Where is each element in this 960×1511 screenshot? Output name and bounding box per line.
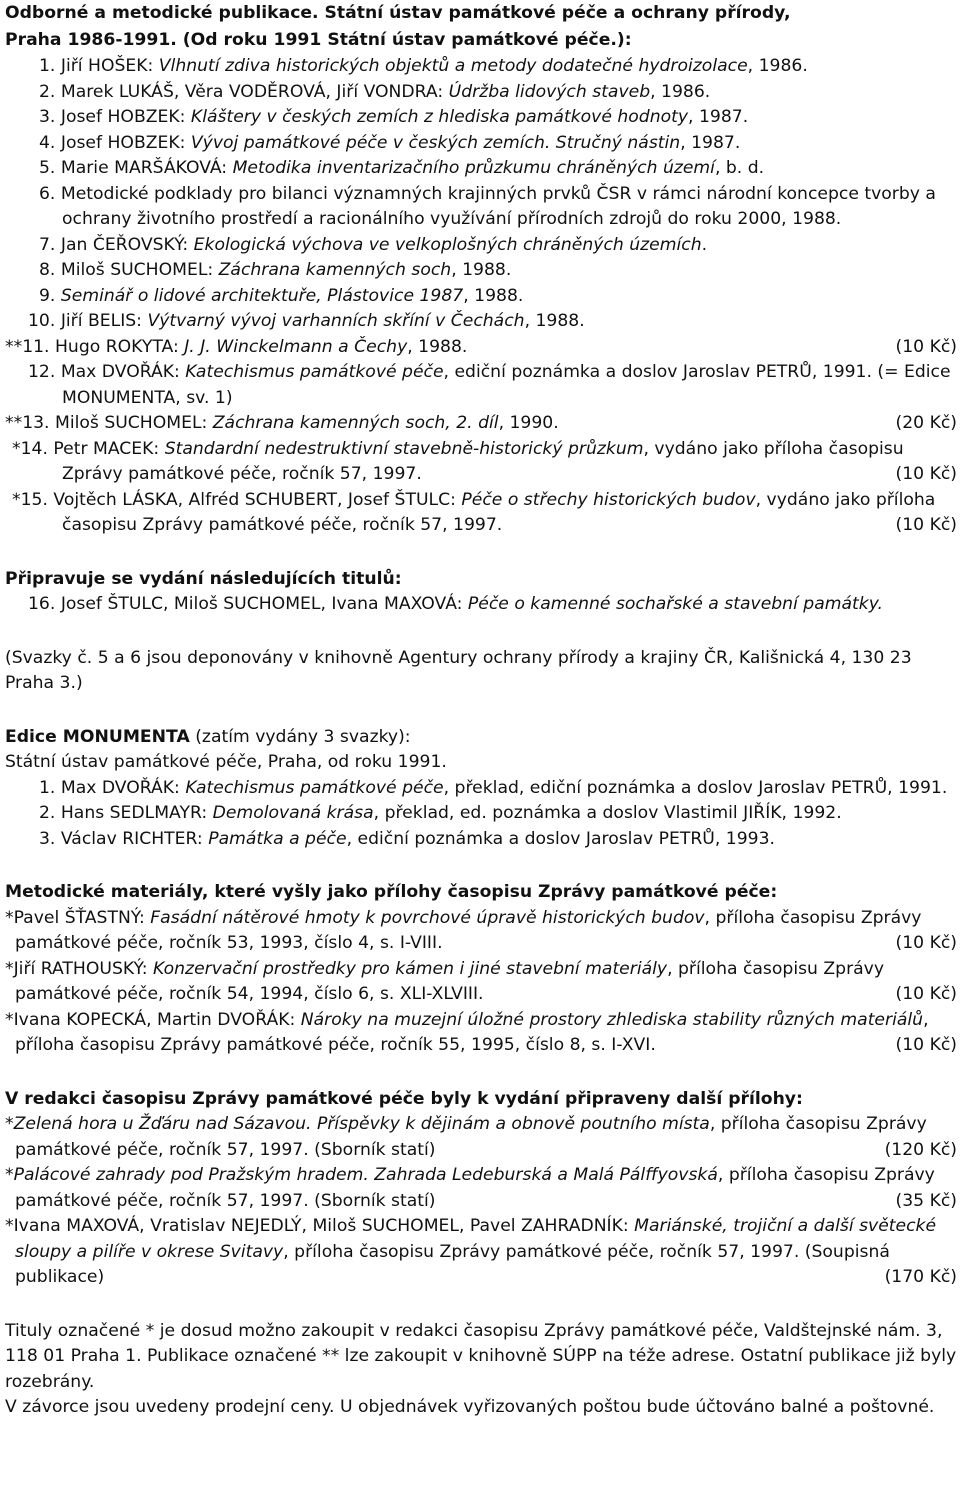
item-title: Metodika inventarizačního průzkumu chráněných území bbox=[232, 158, 715, 178]
item-details: , 1987. bbox=[688, 107, 749, 127]
item-details: , vydáno jako příloha časopisu Zprávy památkové péče, ročník 57, 1997. bbox=[62, 438, 904, 484]
item-title: Vlhnutí zdiva historických objektů a metody dodatečné hydroizolace bbox=[158, 56, 748, 76]
publication-item bbox=[5, 284, 957, 310]
item-price: (10 Kč) bbox=[895, 933, 957, 953]
publication-item bbox=[5, 233, 957, 259]
item-price: (10 Kč) bbox=[895, 1035, 957, 1055]
redakce-section bbox=[5, 1087, 957, 1291]
publication-item bbox=[5, 131, 957, 157]
publication-item bbox=[5, 437, 957, 488]
item-author: Jiří BELIS: bbox=[60, 311, 142, 331]
item-details: , 1990. bbox=[498, 413, 559, 433]
item-details: , 1988. bbox=[524, 311, 585, 331]
item-author: Marek LUKÁŠ, Věra VODĚROVÁ, Jiří VONDRA: bbox=[60, 81, 444, 102]
item-details: , ediční poznámka a doslov Jaroslav PETRŮ, 1993. bbox=[346, 828, 775, 849]
item-details: , příloha časopisu Zprávy památkové péče, ročník 57, 1997. (Soupisná publikace) bbox=[15, 1241, 890, 1287]
item-number: 4. bbox=[39, 132, 56, 153]
prepared-heading: Připravuje se vydání následujících titulů: bbox=[5, 568, 402, 589]
footer-note-availability: Tituly označené * je dosud možno zakoupit v redakci časopisu Zprávy památkové péče, Valdštejnské nám. 3, 118 01 Praha 1. Publikace označené ** lze zakoupit v knihovně SÚPP na téže adrese. Ostatní publikace již byly rozebrány. bbox=[5, 1320, 957, 1392]
item-details: , 1988. bbox=[451, 260, 512, 280]
item-title: Demolovaná krása bbox=[212, 803, 374, 823]
item-author: Josef HOBZEK: bbox=[60, 107, 186, 127]
item-details: , příloha časopisu Zprávy památkové péče, ročník 53, 1993, číslo 4, s. I-VIII. bbox=[15, 907, 922, 953]
item-author: *Pavel ŠŤASTNÝ: bbox=[5, 907, 145, 928]
monumenta-item bbox=[5, 776, 957, 802]
publication-list bbox=[5, 54, 957, 539]
item-details: , 1988. bbox=[781, 209, 842, 229]
item-price: (10 Kč) bbox=[895, 984, 957, 1004]
item-author: Max DVOŘÁK: bbox=[60, 777, 180, 798]
item-number: 10. bbox=[28, 311, 56, 331]
item-details: , příloha časopisu Zprávy památkové péče, ročník 57, 1997. (Sborník statí) bbox=[15, 1165, 935, 1211]
metodicke-item bbox=[5, 957, 957, 1008]
monumenta-item bbox=[5, 827, 957, 853]
item-price: (10 Kč) bbox=[895, 515, 957, 535]
publication-item bbox=[5, 309, 957, 335]
item-price: (10 Kč) bbox=[895, 336, 957, 357]
item-number: 5. bbox=[39, 158, 56, 178]
item-details: , příloha časopisu Zprávy památkové péče, ročník 54, 1994, číslo 6, s. XLI-XLVIII. bbox=[15, 958, 885, 1004]
redakce-item bbox=[5, 1112, 957, 1163]
intro-heading-line-1: Odborné a metodické publikace. Státní ústav památkové péče a ochrany přírody, bbox=[5, 3, 791, 23]
metodicke-item bbox=[5, 1008, 957, 1059]
prepared-item bbox=[5, 592, 957, 618]
metodicke-heading: Metodické materiály, které vyšly jako přílohy časopisu Zprávy památkové péče: bbox=[5, 882, 778, 902]
item-details: , vydáno jako příloha časopisu Zprávy památkové péče, ročník 57, 1997. bbox=[62, 489, 936, 535]
item-title: Mariánské, trojiční a další světecké sloupy a pilíře v okrese Svitavy bbox=[15, 1216, 937, 1262]
item-number: 9. bbox=[39, 285, 56, 306]
publication-item bbox=[5, 335, 957, 361]
item-title: Konzervační prostředky pro kámen i jiné stavební materiály bbox=[152, 958, 668, 979]
prepared-section bbox=[5, 567, 957, 618]
item-title: Standardní nedestruktivní stavebně-historický průzkum bbox=[164, 438, 644, 459]
item-price: (170 Kč) bbox=[884, 1267, 957, 1287]
item-author: Marie MARŠÁKOVÁ: bbox=[60, 158, 228, 178]
item-author: Josef HOBZEK: bbox=[60, 132, 186, 153]
item-title: Seminář o lidové architektuře, Plástovice 1987 bbox=[60, 285, 464, 306]
item-author: Miloš SUCHOMEL: bbox=[55, 413, 208, 433]
item-number: **13. bbox=[5, 413, 50, 433]
item-number: 1. bbox=[39, 56, 56, 76]
item-number: 16. bbox=[28, 594, 56, 614]
item-details: , překlad, ediční poznámka a doslov Jaroslav PETRŮ, 1991. bbox=[443, 777, 948, 798]
monumenta-section bbox=[5, 725, 957, 853]
item-price: (120 Kč) bbox=[884, 1139, 957, 1160]
item-title: Zelená hora u Žďáru nad Sázavou. Příspěvky k dějinám a obnově poutního místa bbox=[13, 1114, 710, 1134]
publication-item bbox=[5, 54, 957, 80]
metodicke-section bbox=[5, 880, 957, 1059]
monumenta-subtitle: Státní ústav památkové péče, Praha, od roku 1991. bbox=[5, 752, 447, 772]
item-number: *15. bbox=[12, 489, 48, 510]
item-title: Palácové zahrady pod Pražským hradem. Zahrada Ledeburská a Malá Pálffyovská bbox=[13, 1165, 718, 1185]
item-price: (35 Kč) bbox=[895, 1190, 957, 1211]
item-price: (20 Kč) bbox=[895, 413, 957, 433]
item-number: *14. bbox=[12, 438, 48, 459]
item-details: , 1987. bbox=[680, 132, 741, 153]
item-title: Fasádní nátěrové hmoty k povrchové úpravě historických budov bbox=[150, 907, 705, 928]
item-title: Záchrana kamenných soch, 2. díl bbox=[212, 413, 499, 433]
monumenta-heading-rest: (zatím vydány 3 svazky): bbox=[189, 726, 411, 747]
redakce-item bbox=[5, 1163, 957, 1214]
item-details: , 1988. bbox=[407, 336, 468, 357]
publication-item bbox=[5, 360, 957, 411]
monumenta-item bbox=[5, 801, 957, 827]
item-title: Katechismus památkové péče bbox=[185, 777, 444, 798]
item-number: 6. bbox=[39, 183, 56, 204]
item-details: , 1986. bbox=[747, 56, 808, 76]
publication-item bbox=[5, 411, 957, 437]
item-number: 3. bbox=[39, 828, 56, 849]
item-author: Vojtěch LÁSKA, Alfréd SCHUBERT, Josef ŠTULC: bbox=[53, 489, 456, 510]
item-author: Petr MACEK: bbox=[53, 438, 160, 459]
item-title: Ekologická výchova ve velkoplošných chráněných územích bbox=[193, 234, 702, 255]
item-title: Metodické podklady pro bilanci významných krajinných prvků ČSR v rámci národní koncepce tvorby a ochrany životního prostředí a racionálního využívání přírodních zdrojů do roku 2000 bbox=[60, 183, 936, 229]
item-author: *Ivana KOPECKÁ, Martin DVOŘÁK: bbox=[5, 1009, 296, 1030]
item-details: , překlad, ed. poznámka a doslov Vlastimil JIŘÍK, 1992. bbox=[373, 803, 842, 823]
document-page bbox=[5, 0, 957, 1421]
monumenta-heading-bold: Edice MONUMENTA bbox=[5, 726, 190, 747]
publication-item bbox=[5, 488, 957, 539]
item-title: Památka a péče bbox=[208, 828, 347, 849]
item-title: Péče o střechy historických budov bbox=[461, 489, 756, 510]
item-author: Miloš SUCHOMEL: bbox=[60, 260, 214, 280]
item-author: * bbox=[5, 1165, 14, 1185]
item-title: Kláštery v českých zemích z hlediska památkové hodnoty bbox=[190, 107, 689, 127]
item-author: Václav RICHTER: bbox=[60, 828, 203, 849]
item-number: 2. bbox=[39, 81, 56, 102]
item-details: , ediční poznámka a doslov Jaroslav PETRŮ, 1991. (= Edice MONUMENTA, sv. 1) bbox=[62, 362, 951, 408]
item-title: Katechismus památkové péče bbox=[185, 362, 444, 382]
item-author: *Jiří RATHOUSKÝ: bbox=[5, 958, 148, 979]
item-title: Vývoj památkové péče v českých zemích. Stručný nástin bbox=[190, 132, 681, 153]
footer-note-prices: V závorce jsou uvedeny prodejní ceny. U objednávek vyřizovaných poštou bude účtováno balné a poštovné. bbox=[5, 1397, 935, 1417]
item-number: 7. bbox=[39, 234, 56, 255]
redakce-item bbox=[5, 1214, 957, 1291]
item-title: Nároky na muzejní úložné prostory zhlediska stability různých materiálů bbox=[300, 1009, 924, 1030]
item-number: 3. bbox=[39, 107, 56, 127]
publication-item bbox=[5, 156, 957, 182]
publication-item bbox=[5, 105, 957, 131]
item-details: , 1988. bbox=[463, 285, 524, 306]
item-number: 2. bbox=[39, 803, 56, 823]
publication-item bbox=[5, 182, 957, 233]
item-author: Josef ŠTULC, Miloš SUCHOMEL, Ivana MAXOVÁ: bbox=[60, 594, 463, 614]
item-number: 1. bbox=[39, 777, 56, 798]
item-author: Jiří HOŠEK: bbox=[60, 56, 154, 76]
item-title: Záchrana kamenných soch bbox=[218, 260, 452, 280]
item-author: Max DVOŘÁK: bbox=[60, 362, 180, 382]
item-title: Výtvarný vývoj varhanních skříní v Čechách bbox=[147, 311, 525, 331]
publication-item bbox=[5, 80, 957, 106]
item-details: , příloha časopisu Zprávy památkové péče, ročník 57, 1997. (Sborník statí) bbox=[15, 1114, 927, 1160]
intro-heading-line-2: Praha 1986-1991. (Od roku 1991 Státní ústav památkové péče.): bbox=[5, 30, 632, 50]
item-title: Péče o kamenné sochařské a stavební památky. bbox=[467, 594, 884, 614]
item-number: 8. bbox=[39, 260, 56, 280]
redakce-heading: V redakci časopisu Zprávy památkové péče byly k vydání připraveny další přílohy: bbox=[5, 1088, 803, 1109]
item-price: (10 Kč) bbox=[895, 464, 957, 484]
deposit-note: (Svazky č. 5 a 6 jsou deponovány v knihovně Agentury ochrany přírody a krajiny ČR, Kališnická 4, 130 23 Praha 3.) bbox=[5, 647, 912, 693]
metodicke-item bbox=[5, 906, 957, 957]
item-title: J. J. Winckelmann a Čechy bbox=[184, 336, 408, 357]
item-author: *Ivana MAXOVÁ, Vratislav NEJEDLÝ, Miloš SUCHOMEL, Pavel ZAHRADNÍK: bbox=[5, 1216, 629, 1236]
item-details: , příloha časopisu Zprávy památkové péče, ročník 55, 1995, číslo 8, s. I-XVI. bbox=[15, 1009, 929, 1055]
item-author: * bbox=[5, 1114, 14, 1134]
intro-heading bbox=[5, 0, 957, 54]
monumenta-heading bbox=[5, 725, 957, 751]
item-author: Jan ČEŘOVSKÝ: bbox=[60, 234, 189, 255]
item-author: Hugo ROKYTA: bbox=[55, 336, 179, 357]
item-details: , 1986. bbox=[650, 81, 711, 102]
item-details: , b. d. bbox=[714, 158, 765, 178]
item-author: Hans SEDLMAYR: bbox=[60, 803, 208, 823]
footer-notes bbox=[5, 1319, 957, 1421]
item-details: . bbox=[701, 234, 708, 255]
publication-item bbox=[5, 258, 957, 284]
item-title: Údržba lidových staveb bbox=[448, 81, 651, 102]
item-number: **11. bbox=[5, 336, 50, 357]
item-number: 12. bbox=[28, 362, 56, 382]
